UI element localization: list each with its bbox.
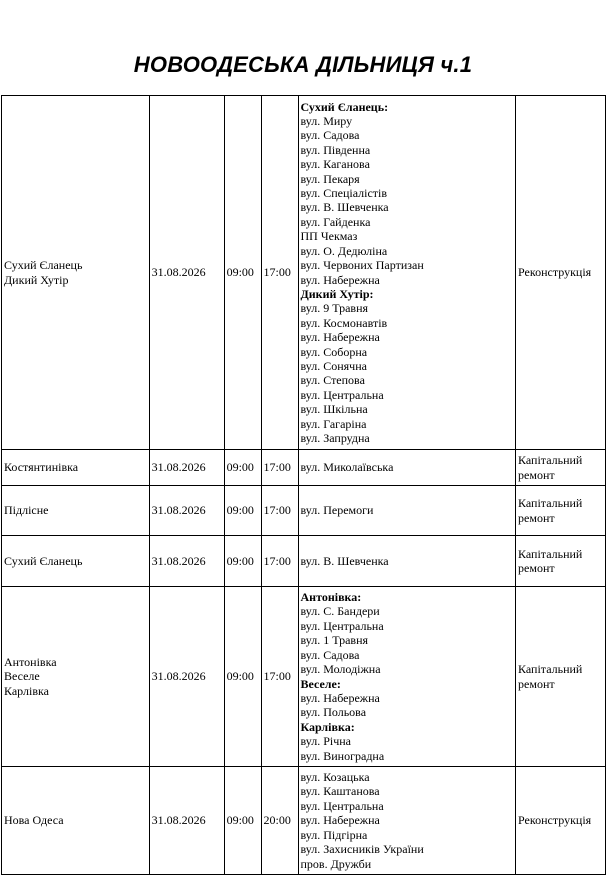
address-line: вул. Південна — [300, 142, 371, 157]
address-line: ПП Чекмаз — [300, 229, 358, 244]
table-row — [2, 767, 606, 875]
reason-cell — [516, 96, 606, 450]
start-time-cell-text: 09:00 — [226, 813, 254, 828]
address-group-heading: Антонівка: — [300, 590, 362, 605]
start-time-cell-text: 09:00 — [226, 553, 254, 568]
start-time-cell-text: 09:00 — [226, 460, 254, 475]
end-time-cell — [261, 536, 298, 587]
start-time-cell — [224, 486, 261, 536]
date-cell — [149, 536, 224, 587]
address-line: вул. Центральна — [300, 798, 384, 813]
reason-cell — [516, 536, 606, 587]
start-time-cell-text: 09:00 — [226, 669, 254, 684]
address-line: вул. Шкільна — [300, 402, 368, 417]
start-time-cell — [224, 536, 261, 587]
start-time-cell-text: 09:00 — [226, 503, 254, 518]
table-row — [2, 96, 606, 450]
address-line: вул. Каганова — [300, 157, 370, 172]
end-time-cell — [261, 96, 298, 450]
address-line: вул. Молодіжна — [300, 662, 381, 677]
page-title: НОВООДЕСЬКА ДІЛЬНИЦЯ ч.1 — [133, 52, 473, 77]
end-time-cell — [261, 450, 298, 486]
address-line: вул. Набережна — [300, 813, 380, 828]
reason-cell-line: Реконструкція — [518, 265, 592, 280]
end-time-cell-text: 17:00 — [263, 265, 291, 280]
address-line: вул. Садова — [300, 128, 360, 143]
reason-cell — [516, 587, 606, 767]
settlement-cell — [2, 486, 150, 536]
settlement-cell — [2, 587, 150, 767]
address-line: вул. 9 Травня — [300, 301, 369, 316]
address-line: вул. Садова — [300, 647, 360, 662]
reason-cell-line: ремонт — [518, 467, 555, 482]
reason-cell-line: Реконструкція — [518, 813, 592, 828]
settlement-cell-line: Сухий Єланець — [4, 553, 83, 568]
address-line: вул. С. Бандери — [300, 604, 380, 619]
end-time-cell-text: 17:00 — [263, 460, 291, 475]
date-cell — [149, 486, 224, 536]
end-time-cell-text: 20:00 — [263, 813, 291, 828]
address-line: вул. Соборна — [300, 344, 368, 359]
start-time-cell — [224, 587, 261, 767]
settlement-cell-line: Костянтинівка — [4, 460, 79, 475]
end-time-cell — [261, 587, 298, 767]
reason-cell — [516, 450, 606, 486]
reason-cell-line: ремонт — [518, 510, 555, 525]
settlement-cell-line: Дикий Хутір — [4, 272, 69, 287]
address-line: вул. 1 Травня — [300, 633, 369, 648]
reason-cell-line: Капітальний — [518, 662, 583, 677]
end-time-cell-text: 17:00 — [263, 503, 291, 518]
address-line: вул. Сонячна — [300, 358, 367, 373]
settlement-cell-line: Сухий Єланець — [4, 258, 83, 273]
date-cell — [149, 450, 224, 486]
table-row — [2, 587, 606, 767]
address-line: вул. Запрудна — [300, 430, 370, 445]
table-row — [2, 486, 606, 536]
end-time-cell — [261, 767, 298, 875]
date-cell — [149, 587, 224, 767]
address-line: вул. Пекаря — [300, 171, 360, 186]
settlement-cell — [2, 450, 150, 486]
address-group-heading: Сухий Єланець: — [300, 99, 389, 114]
reason-cell-line: Капітальний — [518, 546, 583, 561]
outage-schedule-table — [1, 95, 606, 875]
address-line: вул. Космонавтів — [300, 315, 388, 330]
address-line: вул. Перемоги — [300, 503, 374, 518]
settlement-cell-line: Підлісне — [4, 503, 49, 518]
start-time-cell-text: 09:00 — [226, 265, 254, 280]
date-cell-text: 31.08.2026 — [151, 813, 206, 828]
address-line: вул. Каштанова — [300, 784, 380, 799]
address-cell — [298, 767, 516, 875]
settlement-cell-line: Антонівка — [4, 654, 57, 669]
date-cell-text: 31.08.2026 — [151, 669, 206, 684]
settlement-cell-line: Карлівка — [4, 683, 49, 698]
end-time-cell-text: 17:00 — [263, 669, 291, 684]
address-line: вул. Степова — [300, 373, 365, 388]
address-line: вул. Захисників України — [300, 842, 424, 857]
end-time-cell-text: 17:00 — [263, 553, 291, 568]
reason-cell — [516, 767, 606, 875]
address-cell — [298, 536, 516, 587]
address-line: вул. В. Шевченка — [300, 553, 389, 568]
date-cell-text: 31.08.2026 — [151, 265, 206, 280]
reason-cell-line: ремонт — [518, 676, 555, 691]
table-row — [2, 450, 606, 486]
address-line: вул. Підгірна — [300, 827, 368, 842]
address-line: вул. Миколаївська — [300, 460, 394, 475]
address-line: вул. О. Дедюліна — [300, 243, 388, 258]
address-line: вул. Центральна — [300, 387, 384, 402]
address-line: пров. Дружби — [300, 856, 372, 871]
address-group-heading: Веселе: — [300, 676, 341, 691]
settlement-cell-line: Веселе — [4, 669, 40, 684]
settlement-cell — [2, 536, 150, 587]
date-cell — [149, 96, 224, 450]
address-cell — [298, 486, 516, 536]
address-cell — [298, 96, 516, 450]
reason-cell-line: Капітальний — [518, 453, 583, 468]
address-line: вул. Набережна — [300, 272, 380, 287]
address-line: вул. Річна — [300, 734, 352, 749]
address-line: вул. Гайденка — [300, 214, 371, 229]
start-time-cell — [224, 96, 261, 450]
address-group-heading: Дикий Хутір: — [300, 286, 374, 301]
end-time-cell — [261, 486, 298, 536]
date-cell-text: 31.08.2026 — [151, 553, 206, 568]
address-line: вул. Центральна — [300, 618, 384, 633]
address-line: вул. Польова — [300, 705, 367, 720]
reason-cell-line: Капітальний — [518, 496, 583, 511]
address-line: вул. Набережна — [300, 690, 380, 705]
address-cell — [298, 450, 516, 486]
settlement-cell — [2, 96, 150, 450]
start-time-cell — [224, 450, 261, 486]
address-line: вул. Спеціалістів — [300, 186, 388, 201]
address-line: вул. Миру — [300, 114, 353, 129]
address-cell — [298, 587, 516, 767]
date-cell — [149, 767, 224, 875]
address-line: вул. Козацька — [300, 770, 370, 785]
table-row — [2, 536, 606, 587]
address-line: вул. В. Шевченка — [300, 200, 389, 215]
settlement-cell — [2, 767, 150, 875]
address-line: вул. Гагаріна — [300, 416, 367, 431]
reason-cell — [516, 486, 606, 536]
reason-cell-line: ремонт — [518, 561, 555, 575]
date-cell-text: 31.08.2026 — [151, 460, 206, 475]
start-time-cell — [224, 767, 261, 875]
address-line: вул. Набережна — [300, 330, 380, 345]
address-line: вул. Виноградна — [300, 748, 385, 763]
address-group-heading: Карлівка: — [300, 719, 355, 734]
table-body — [2, 96, 606, 875]
date-cell-text: 31.08.2026 — [151, 503, 206, 518]
settlement-cell-line: Нова Одеса — [4, 813, 64, 828]
address-line: вул. Червоних Партизан — [300, 258, 424, 273]
